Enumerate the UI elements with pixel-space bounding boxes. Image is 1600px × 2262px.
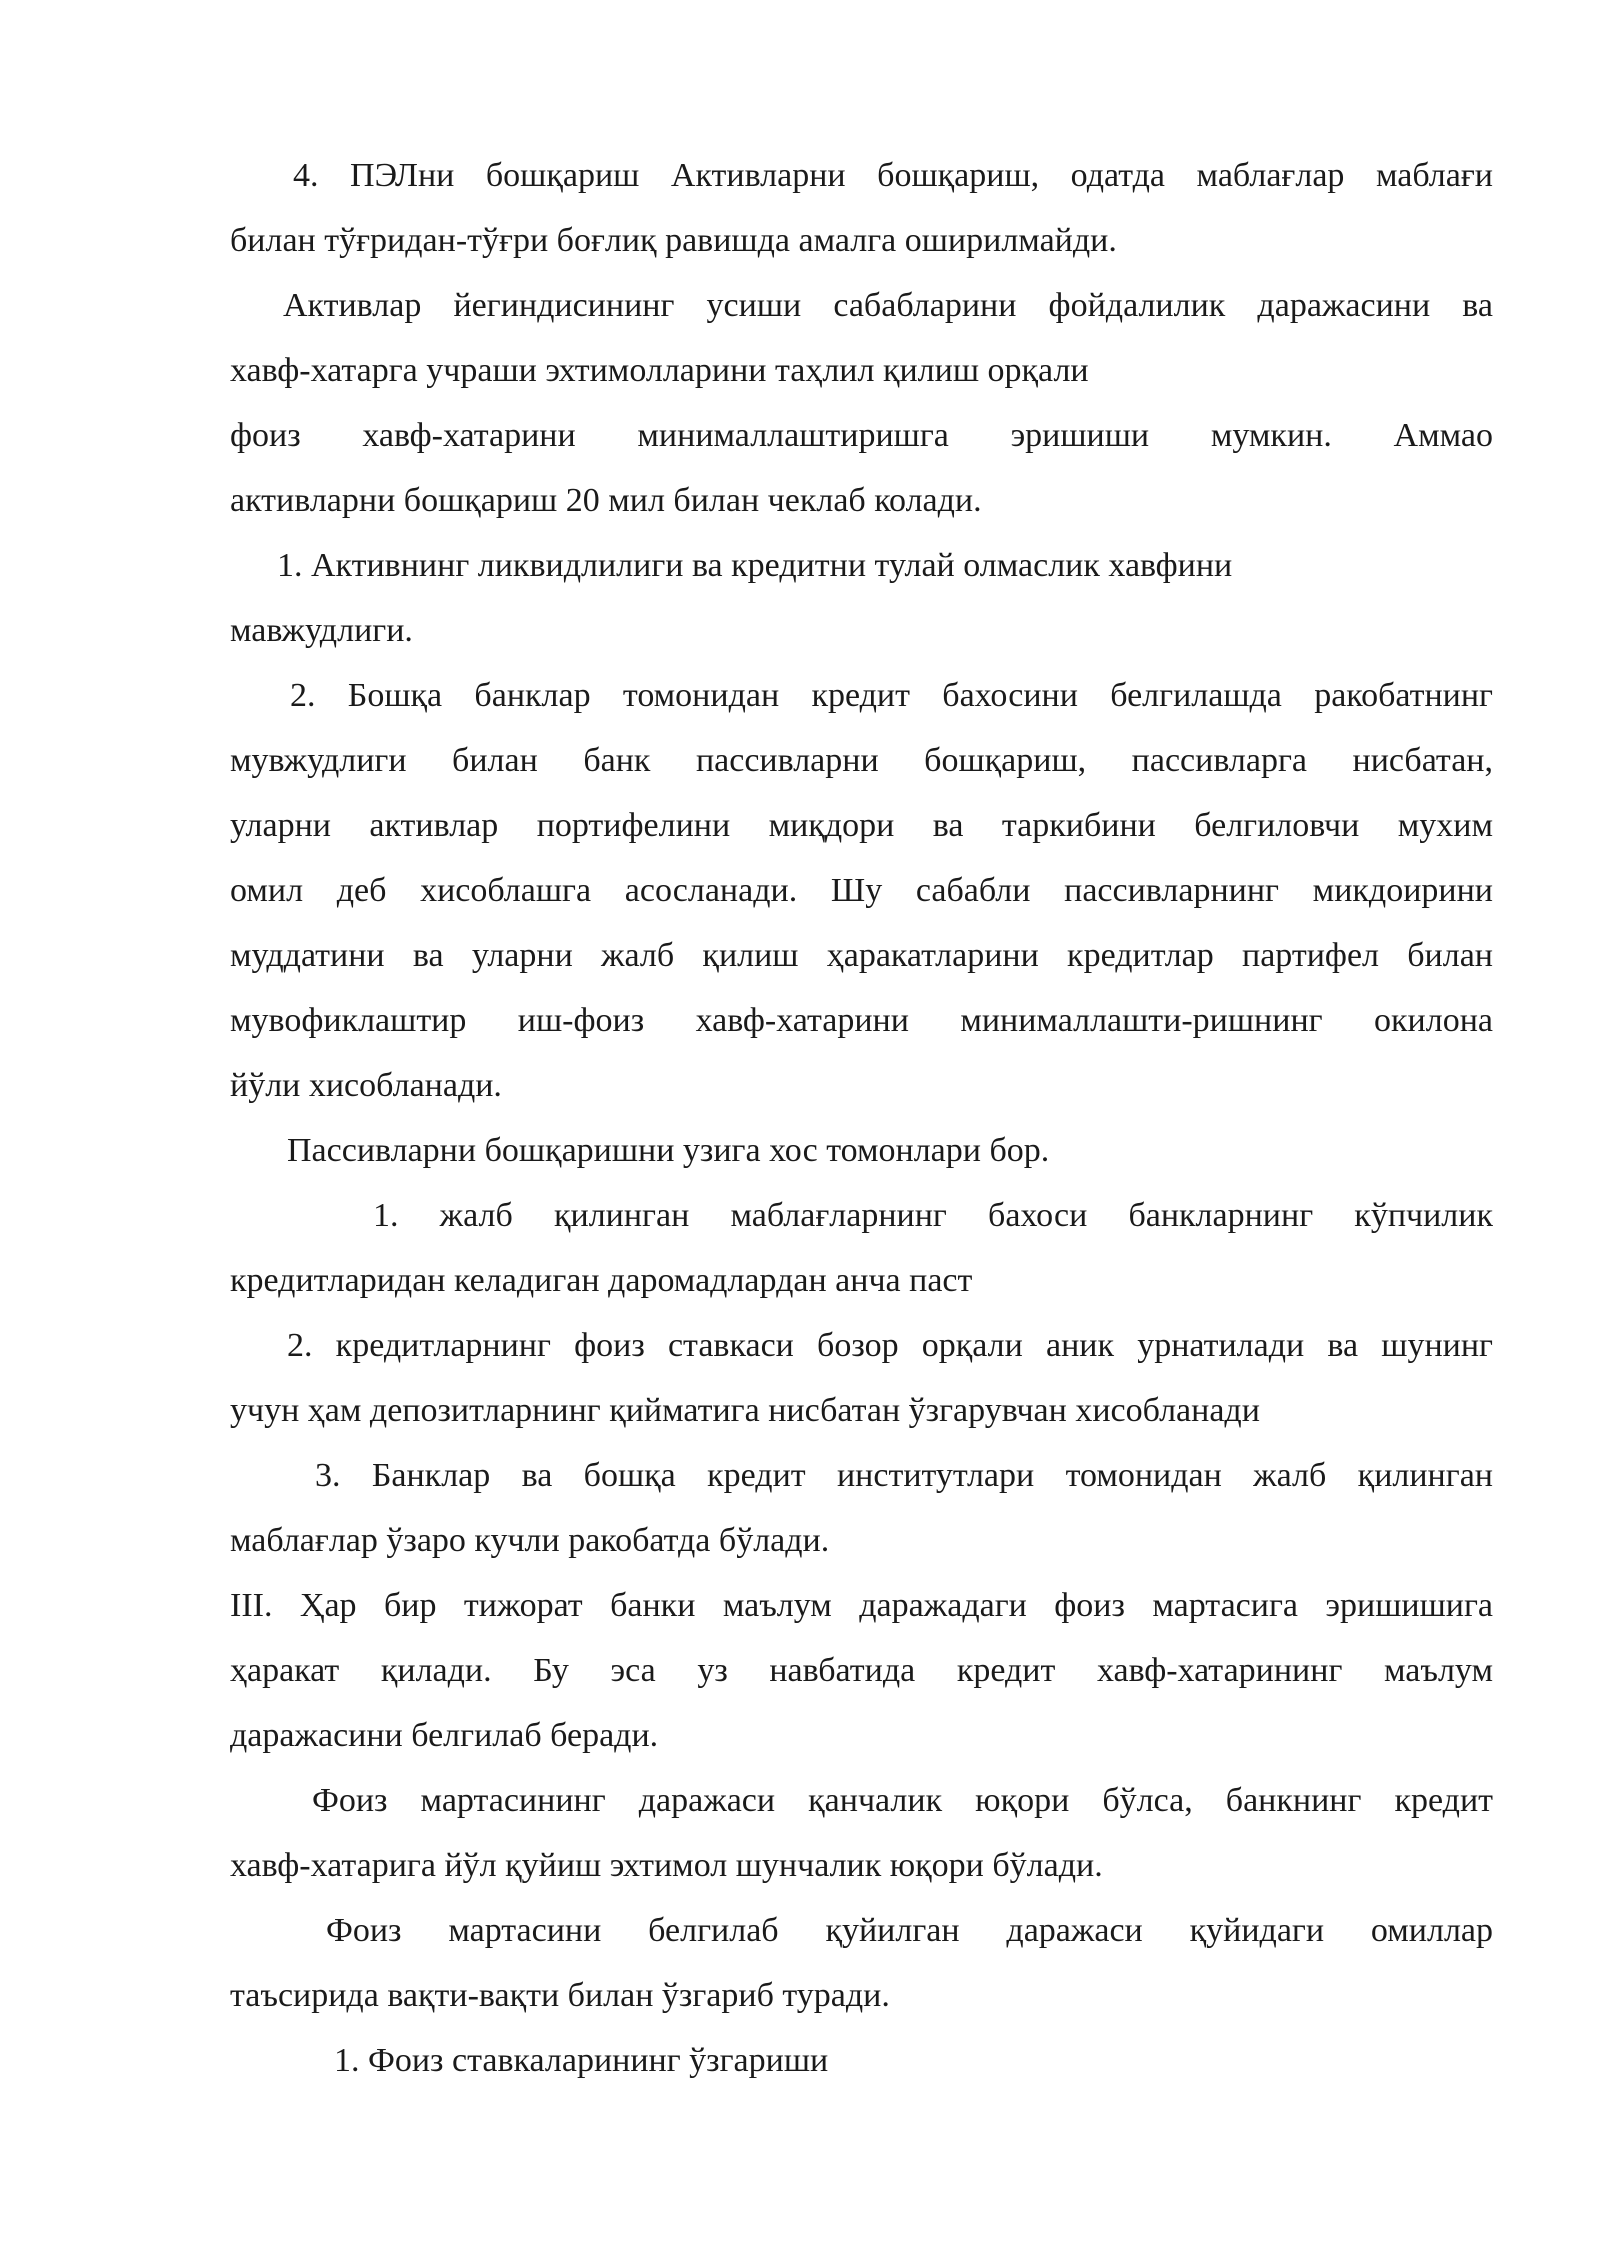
text-line: учун ҳам депозитларнинг қийматига нисбатан ўзгарувчан хисобланади xyxy=(230,1392,1260,1429)
text-line: ҳаракат қилади. Бу эса уз навбатида кредит хавф-хатарининг маълум xyxy=(230,1652,1493,1689)
text-line: 2. кредитларнинг фоиз ставкаси бозор орқали аник урнатилади ва шунинг xyxy=(287,1327,1493,1364)
text-line: омил деб хисоблашга асосланади. Шу сабабли пассивларнинг микдоирини xyxy=(230,872,1493,909)
text-line: Фоиз мартасининг даражаси қанчалик юқори бўлса, банкнинг кредит xyxy=(312,1782,1493,1819)
text-line: йўли хисобланади. xyxy=(230,1067,502,1104)
text-line: мавжудлиги. xyxy=(230,612,413,649)
text-line: Пассивларни бошқаришни узига хос томонлари бор. xyxy=(287,1132,1050,1169)
text-line: муддатини ва уларни жалб қилиш ҳаракатларини кредитлар партифел билан xyxy=(230,937,1493,974)
text-line: уларни активлар портифелини миқдори ва таркибини белгиловчи мухим xyxy=(230,807,1493,844)
text-line: Фоиз мартасини белгилаб қуйилган даражаси қуйидаги омиллар xyxy=(326,1912,1493,1949)
text-line: 2. Бошқа банклар томонидан кредит бахосини белгилашда ракобатнинг xyxy=(290,677,1493,714)
text-line: 1. жалб қилинган маблағларнинг бахоси банкларнинг кўпчилик xyxy=(373,1197,1493,1234)
text-line: Активлар йегиндисининг усиши сабабларини фойдалилик даражасини ва xyxy=(283,287,1493,324)
text-line: III. Ҳар бир тижорат банки маълум даражадаги фоиз мартасига эришишига xyxy=(230,1587,1493,1624)
text-line: 1. Активнинг ликвидлилиги ва кредитни тулай олмаслик хавфини xyxy=(277,547,1233,584)
text-line: маблағлар ўзаро кучли ракобатда бўлади. xyxy=(230,1522,830,1559)
text-line: хавф-хатарига йўл қуйиш эхтимол шунчалик юқори бўлади. xyxy=(230,1847,1103,1884)
text-line: 1. Фоиз ставкаларининг ўзгариши xyxy=(334,2042,829,2079)
text-line: 3. Банклар ва бошқа кредит институтлари томонидан жалб қилинган xyxy=(315,1457,1493,1494)
text-line: даражасини белгилаб беради. xyxy=(230,1717,659,1754)
text-line: билан тўғридан-тўғри боғлиқ равишда амалга оширилмайди. xyxy=(230,222,1117,259)
text-line: 4. ПЭЛни бошқариш Активларни бошқариш, одатда маблағлар маблағи xyxy=(293,157,1493,194)
text-line: кредитларидан келадиган даромадлардан анча паст xyxy=(230,1262,973,1299)
text-line: таъсирида вақти-вақти билан ўзгариб туради. xyxy=(230,1977,890,2014)
document-body xyxy=(230,143,1493,2093)
text-line: мувжудлиги билан банк пассивларни бошқариш, пассивларга нисбатан, xyxy=(230,742,1493,779)
text-line: мувофиклаштир иш-фоиз хавф-хатарини минималлашти-ришнинг окилона xyxy=(230,1002,1493,1039)
text-line: хавф-хатарга учраши эхтимолларини таҳлил қилиш орқали xyxy=(230,352,1089,389)
text-line: активларни бошқариш 20 мил билан чеклаб колади. xyxy=(230,482,982,519)
text-line: фоиз хавф-хатарини минималлаштиришга эришиши мумкин. Аммао xyxy=(230,417,1493,454)
